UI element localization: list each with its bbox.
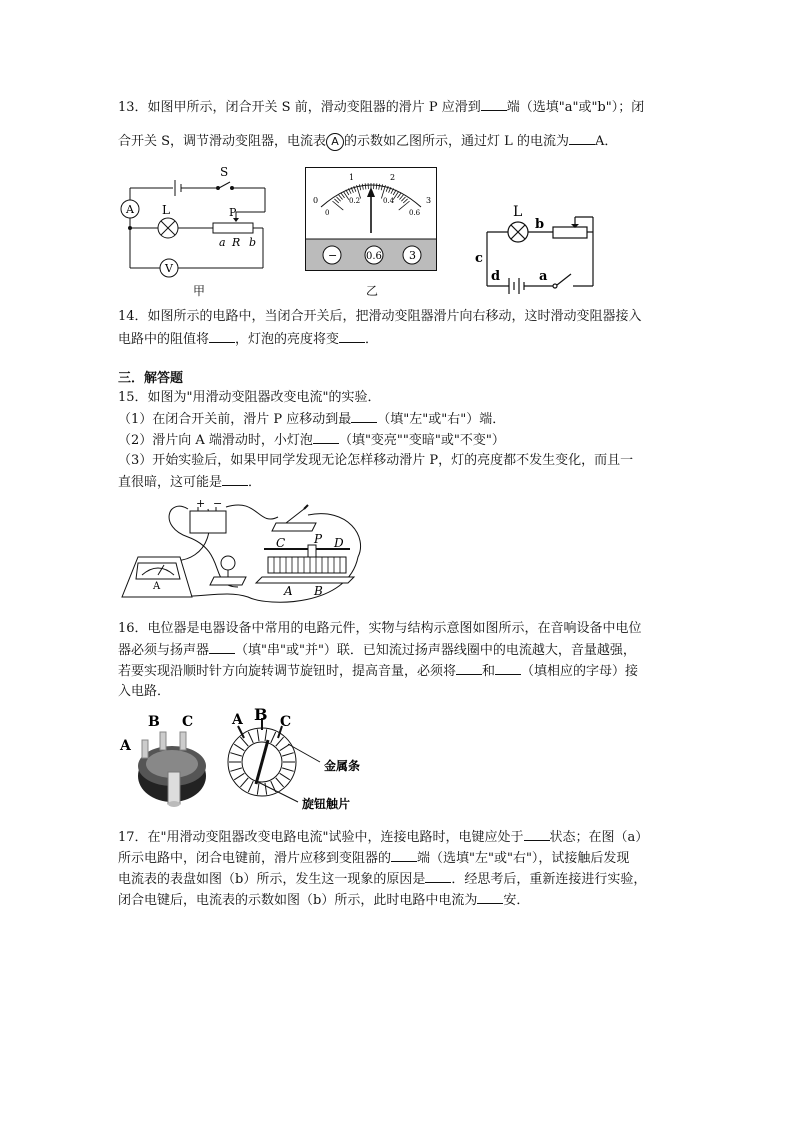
pin-B: B xyxy=(148,714,160,730)
answer-blank[interactable] xyxy=(456,662,482,675)
answer-blank[interactable] xyxy=(569,132,595,145)
q16-text: 和 xyxy=(482,664,496,679)
answer-blank[interactable] xyxy=(495,662,521,675)
struct-B: B xyxy=(254,705,268,724)
q13-line2 xyxy=(118,132,617,151)
struct-C: C xyxy=(280,714,292,730)
q15-line3 xyxy=(118,431,505,450)
q14-text: 电路中的阻值将 xyxy=(118,332,210,347)
scale-top-0: 0 xyxy=(313,196,319,205)
scale-bottom-0-2: 0.2 xyxy=(349,197,361,205)
label-c: c xyxy=(475,251,483,266)
rheostat-B: B xyxy=(314,584,323,598)
ammeter-label-A: A xyxy=(153,581,161,592)
q13-text: 端（选填"a"或"b"）；闭 xyxy=(506,100,645,115)
q14-text: ． xyxy=(365,332,379,347)
ammeter-dial-yi xyxy=(305,167,437,271)
pin-A: A xyxy=(120,738,131,754)
q17-text: 闭合电键后，电流表的示数如图（b）所示，此时电路中电流为 xyxy=(118,893,478,908)
answer-blank[interactable] xyxy=(339,330,365,343)
end-a-label: a xyxy=(219,236,226,249)
q14-line2 xyxy=(118,330,378,349)
q16-line3 xyxy=(118,662,638,681)
lamp-label-L: L xyxy=(513,204,523,220)
terminal-0-6: 0.6 xyxy=(366,251,382,262)
answer-blank[interactable] xyxy=(222,473,248,486)
answer-blank[interactable] xyxy=(425,870,451,883)
answer-blank[interactable] xyxy=(477,891,503,904)
q13-text: A． xyxy=(594,134,618,149)
q13-text: 13．如图甲所示，闭合开关 S 前，滑动变阻器的滑片 P 应滑到 xyxy=(118,100,481,115)
q16-text: （填相应的字母）接 xyxy=(521,664,639,679)
q13-text: 的示数如乙图所示，通过灯 L 的电流为 xyxy=(344,134,569,149)
q17-line1 xyxy=(118,828,648,847)
knob-contact-label: 旋钮触片 xyxy=(302,797,351,811)
metal-strip-label: 金属条 xyxy=(324,759,361,773)
answer-blank[interactable] xyxy=(209,330,235,343)
q15-text: （2）滑片向 A 端滑动时，小灯泡 xyxy=(118,433,313,448)
q17-text: 所示电路中，闭合电键前，滑片应移到变阻器的 xyxy=(118,851,392,866)
rheostat-A: A xyxy=(284,584,293,598)
q17-line4 xyxy=(118,891,529,910)
rheostat-C: C xyxy=(276,536,286,550)
label-b: b xyxy=(535,217,545,232)
slider-label: P xyxy=(229,206,237,219)
terminal-negative: − xyxy=(328,249,338,262)
answer-blank[interactable] xyxy=(209,641,235,654)
rheostat-P: P xyxy=(314,532,323,546)
answer-blank[interactable] xyxy=(313,431,339,444)
q17-line2 xyxy=(118,849,629,868)
lamp-label: L xyxy=(162,203,170,217)
potentiometer-photo xyxy=(118,712,218,812)
figure-label-yi: 乙 xyxy=(366,284,379,298)
terminal-3: 3 xyxy=(409,249,416,262)
q15-text: （填"变亮""变暗"或"不变"） xyxy=(338,433,505,448)
q17-text: 电流表的表盘如图（b）所示，发生这一现象的原因是 xyxy=(118,872,426,887)
answer-blank[interactable] xyxy=(351,410,377,423)
q17-text: 17．在"用滑动变阻器改变电路电流"试验中，连接电路时，电键应处于 xyxy=(118,830,524,845)
label-d: d xyxy=(491,269,501,284)
q16-line2 xyxy=(118,641,636,660)
scale-top-2: 2 xyxy=(390,173,396,182)
figure-label-jia: 甲 xyxy=(193,284,206,298)
q16-line1: 16．电位器是电器设备中常用的电路元件，实物与结构示意图如图所示，在音响设备中电位 xyxy=(118,621,642,636)
q15-text: ． xyxy=(248,475,262,490)
circuit-diagram-right xyxy=(473,200,603,300)
q13-text: 合开关 S，调节滑动变阻器，电流表 xyxy=(118,134,327,149)
end-b-label: b xyxy=(249,236,257,249)
q15-line1: 15．如图为"用滑动变阻器改变电流"的实验． xyxy=(118,390,381,405)
q17-text: 状态；在图（a） xyxy=(549,830,649,845)
struct-A: A xyxy=(232,712,243,728)
scale-bottom-0: 0 xyxy=(325,209,330,217)
section-title: 三．解答题 xyxy=(118,371,184,386)
answer-blank[interactable] xyxy=(481,98,507,111)
q15-text: （填"左"或"右"）端． xyxy=(377,412,506,427)
q15-text: 直很暗，这可能是 xyxy=(118,475,223,490)
q17-line3 xyxy=(118,870,646,889)
q16-text: 器必须与扬声器 xyxy=(118,643,210,658)
switch-label: S xyxy=(220,165,229,179)
q15-text: （1）在闭合开关前，滑片 P 应移动到最 xyxy=(118,412,352,427)
ammeter-symbol: A xyxy=(326,133,344,151)
battery-plus: + xyxy=(196,497,206,510)
answer-blank[interactable] xyxy=(391,849,417,862)
scale-top-1: 1 xyxy=(349,173,355,182)
q17-text: ．经思考后，重新连接进行实验， xyxy=(451,872,647,887)
label-a: a xyxy=(539,269,548,284)
potentiometer-structure xyxy=(224,706,374,816)
q14-line1: 14．如图所示的电路中，当闭合开关后，把滑动变阻器滑片向右移动，这时滑动变阻器接入 xyxy=(118,309,642,324)
q17-text: 端（选填"左"或"右"），试接触后发现 xyxy=(417,851,630,866)
circuit-diagram-jia xyxy=(118,160,278,300)
q16-line4: 入电路． xyxy=(118,684,171,699)
q16-text: 若要实现沿顺时针方向旋转调节旋钮时，提高音量，必须将 xyxy=(118,664,457,679)
voltmeter-label: V xyxy=(165,262,173,275)
resistor-label: R xyxy=(232,236,241,249)
q14-text: ，灯泡的亮度将变 xyxy=(235,332,340,347)
q13-line1 xyxy=(118,98,644,117)
battery-minus: − xyxy=(213,497,223,510)
answer-blank[interactable] xyxy=(524,828,550,841)
scale-bottom-0-4: 0.4 xyxy=(383,197,395,205)
q17-text: 安． xyxy=(503,893,530,908)
apparatus-figure xyxy=(118,497,378,615)
scale-top-3: 3 xyxy=(426,196,432,205)
q16-text: （填"串"或"并"）联．已知流过扬声器线圈中的电流越大，音量越强， xyxy=(235,643,636,658)
q15-line4: （3）开始实验后，如果甲同学发现无论怎样移动滑片 P，灯的亮度都不发生变化，而且一 xyxy=(118,453,634,468)
ammeter-label: A xyxy=(126,203,134,216)
scale-bottom-0-6: 0.6 xyxy=(409,209,421,217)
pin-C: C xyxy=(182,714,194,730)
q15-line2 xyxy=(118,410,505,429)
rheostat-D: D xyxy=(334,536,344,550)
q15-line5 xyxy=(118,473,261,492)
